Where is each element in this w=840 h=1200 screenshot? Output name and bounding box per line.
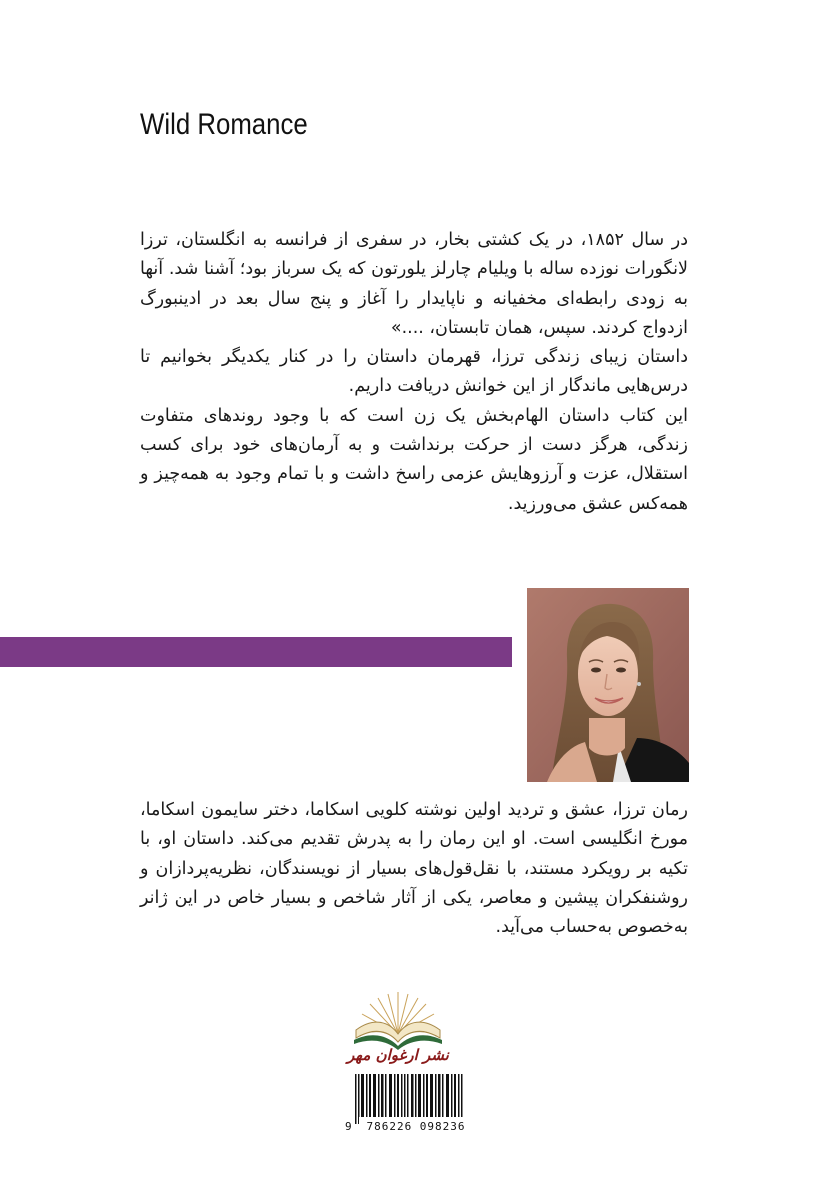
author-bio-text	[140, 796, 688, 942]
book-title: Wild Romance	[140, 108, 308, 141]
isbn-number	[345, 1117, 473, 1137]
publisher-name: نشر ارغوان مهر	[347, 1046, 449, 1064]
isbn-digits: 786226 098236	[359, 1117, 473, 1137]
author-bio-paragraph: رمان ترزا، عشق و تردید اولین نوشته کلویی اسکاما، دختر سایمون اسکاما، مورخ انگلیسی است. او این رمان را به پدرش تقدیم می‌کند. داستان او، با تکیه بر رویکرد مستند، با نقل‌قول‌های بسیار از نویسندگان، نظریه‌پردازان و روشنفکران پیشین و معاصر، یکی از آثار شاخص و بسیار خاص در این ژانر به‌خصوص به‌حساب می‌آید.	[140, 800, 688, 938]
accent-bar	[0, 637, 512, 667]
synopsis-paragraph: داستان زیبای زندگی ترزا، قهرمان داستان را در کنار یکدیگر بخوانیم تا درس‌هایی ماندگار از این خوانش دریافت داریم.	[140, 347, 688, 397]
synopsis-paragraph: در سال ۱۸۵۲، در یک کشتی بخار، در سفری از فرانسه به انگلستان، ترزا لانگورات نوزده ساله با ویلیام چارلز یلورتون که یک سرباز بود؛ آشنا شد. آنها به زودی رابطه‌ای مخفیانه و ناپایدار را آغاز و پنج سال بعد در ادینبورگ ازدواج کردند. سپس، همان تابستان، ....»	[140, 230, 688, 338]
synopsis-paragraph: این کتاب داستان الهام‌بخش یک زن است که با وجود روندهای متفاوت زندگی، هرگز دست از حرکت برنداشت و به آرمان‌های خود برای کسب استقلال، عزت و آرزوهایش عزمی راسخ داشت و با تمام وجود به همه‌چیز و همه‌کس عشق می‌ورزید.	[140, 405, 688, 514]
author-photo	[527, 588, 689, 782]
synopsis-text	[140, 226, 688, 519]
isbn-first-digit: 9	[345, 1120, 352, 1133]
